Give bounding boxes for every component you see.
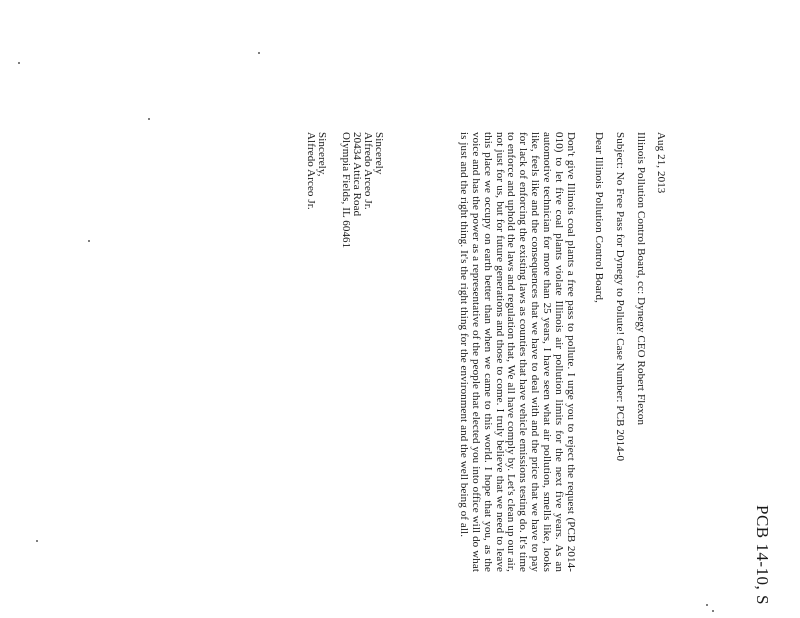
scan-speck xyxy=(88,240,90,242)
scan-speck xyxy=(36,540,38,542)
scan-speck xyxy=(712,610,714,612)
letter-date: Aug 21, 2013 xyxy=(655,132,667,194)
docket-stamp: PCB 14-10, S xyxy=(753,505,772,605)
scan-speck xyxy=(148,118,150,120)
letter-salutation: Dear Illinois Pollution Control Board, xyxy=(593,132,605,303)
letter-subject: Subject: No Free Pass for Dynegy to Pollute! Case Number: PCB 2014-0 xyxy=(614,132,626,462)
closing-sincerely: Sincerely xyxy=(373,132,385,175)
closing-name-2: Alfredo Arceo Jr. xyxy=(305,132,317,210)
letter-body: Don't give Illinois coal plants a free pass to pollute. I urge you to reject the request (PCB 2014-010) to let five coal plants violate Illinois air pollution limits for the next five years. As an automotive technician for more than 25 years, I have seen what air pollution, smells like, looks like, feels like and the consequences that we have to deal with and the price that we have to pay for lack of enforcing the existing laws as counties that have vehicle emissions testing do. It's time to enforce and uphold the laws and regulation that, We all have comply by. Let's clean up our air, not just for us, but for future generations and those to come. I truly believe that we need to leave this place we occupy on earth better than when we came to this world. I hope that you, as the voice and has the power as a representative of the people that elected you into office will do what is just and the right thing. It's the right thing for the environment and the well being of all. xyxy=(457,132,577,572)
closing-sincerely-2: Sincerely, xyxy=(316,132,328,177)
letter-recipients: Illinois Pollution Control Board, cc: Dynegy CEO Robert Flexon xyxy=(635,132,647,426)
address-city: Olympia Fields, IL 60461 xyxy=(340,132,352,249)
scan-speck xyxy=(18,62,20,64)
signature-name: Alfredo Arceo Jr. xyxy=(362,132,374,210)
address-street: 20434 Attica Road xyxy=(351,132,363,217)
scan-speck xyxy=(258,52,260,54)
scan-speck xyxy=(706,604,708,606)
